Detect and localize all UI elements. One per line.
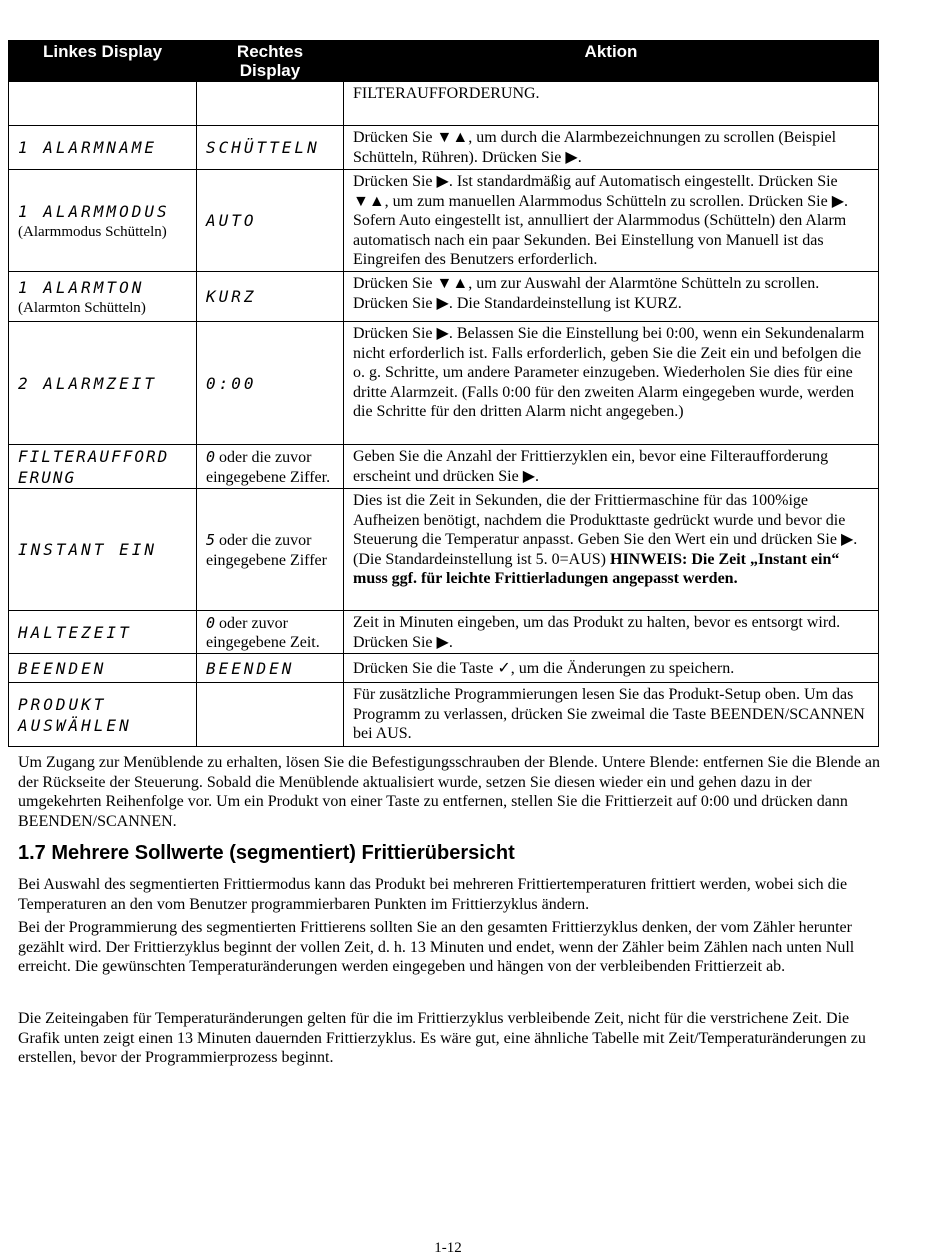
left-display-subtext: (Alarmmodus Schütteln) xyxy=(18,223,167,240)
lcd-auto: AUTO xyxy=(206,211,257,231)
lcd-alarmmodus: 1 ALARMMODUS xyxy=(18,202,170,222)
left-display-cell xyxy=(9,489,197,611)
lcd-alarmzeit: 2 ALARMZEIT xyxy=(18,373,157,393)
right-display-cell xyxy=(197,170,344,272)
action-note-bold: HINWEIS: Die Zeit „Instant ein“ muss ggf. für leichte Frittierladungen angepasst werden. xyxy=(353,550,840,587)
right-display-cell xyxy=(197,654,344,683)
lcd-filteraufforderung: FILTERAUFFORD ERUNG xyxy=(18,447,170,487)
right-display-cell xyxy=(197,126,344,170)
table-row xyxy=(9,82,879,126)
lcd-produkt-auswaehlen: PRODUKT AUSWÄHLEN xyxy=(18,695,132,735)
table-row xyxy=(9,322,879,445)
left-display-cell xyxy=(9,654,197,683)
action-cell: Drücken Sie ▼▲, um durch die Alarmbezeichnungen zu scrollen (Beispiel Schütteln, Rühren). Drücken Sie ▶. xyxy=(344,126,879,170)
page-number: 1-12 xyxy=(434,1240,462,1256)
action-cell: Zeit in Minuten eingeben, um das Produkt zu halten, bevor es entsorgt wird. Drücken Sie ▶. xyxy=(344,611,879,654)
table-row xyxy=(9,445,879,489)
table-row xyxy=(9,126,879,170)
programming-table xyxy=(8,40,879,747)
table-row xyxy=(9,272,879,322)
right-display-cell xyxy=(197,611,344,654)
action-cell: FILTERAUFFORDERUNG. xyxy=(344,82,879,126)
left-display-cell xyxy=(9,170,197,272)
left-display-cell xyxy=(9,445,197,489)
lcd-digit: 0 xyxy=(206,613,216,632)
lcd-alarmton: 1 ALARMTON xyxy=(18,278,145,298)
action-text: Dies ist die Zeit in Sekunden, die der Frittiermaschine für das 100%ige Aufheizen benötigt, nachdem die Produkttaste gedrückt wurde und bevor die Steuerung die Temperatur anpasst. Geben Sie den Wert ein und drücken Sie ▶. (Die Standardeinstellung ist 5. 0=AUS) xyxy=(353,492,858,568)
lcd-alarmname: 1 ALARMNAME xyxy=(18,138,157,158)
lcd-digit: 0 xyxy=(206,448,216,466)
action-cell xyxy=(344,489,879,611)
left-display-cell xyxy=(9,126,197,170)
left-display-cell xyxy=(9,272,197,322)
left-display-cell xyxy=(9,683,197,747)
left-display-subtext: (Alarmton Schütteln) xyxy=(18,299,146,316)
table-row xyxy=(9,654,879,683)
right-display-text: oder die zuvor eingegebene Ziffer. xyxy=(206,449,331,486)
lcd-digit: 5 xyxy=(206,531,216,549)
header-right-display xyxy=(197,40,344,82)
left-display-cell xyxy=(9,611,197,654)
right-display-cell xyxy=(197,445,344,489)
header-right-line1: Rechtes xyxy=(236,42,304,61)
lcd-schuetteln: SCHÜTTELN xyxy=(206,138,320,158)
right-display-text: oder die zuvor eingegebene Ziffer xyxy=(206,532,327,569)
section-paragraph: Die Zeiteingaben für Temperaturänderungen gelten für die im Frittierzyklus verbleibende Zeit, nicht für die verstrichene Zeit. Die Grafik unten zeigt einen 13 Minuten dauernden Frittierzyklus. Es wäre gut, eine ähnliche Tabelle mit Zeit/Temperaturänderungen zu erstellen, bevor der Programmierprozess beginnt. xyxy=(18,1010,866,1066)
action-cell: Für zusätzliche Programmierungen lesen Sie das Produkt-Setup oben. Um das Programm zu verlassen, drücken Sie zweimal die Taste BEENDEN/SCANNEN bei AUS. xyxy=(344,683,879,747)
action-cell: Drücken Sie ▶. Belassen Sie die Einstellung bei 0:00, wenn ein Sekundenalarm nicht erforderlich ist. Falls erforderlich, geben Sie die Zeit ein und befolgen die o. g. Schritte, um andere Parameter einzugeben. Wiederholen Sie dies für eine dritte Alarmzeit. (Falls 0:00 für den zweiten Alarm eingegeben wurde, werden die Schritte für den dritten Alarm nicht angegeben.) xyxy=(344,322,879,445)
lcd-kurz: KURZ xyxy=(206,287,257,307)
action-cell: Drücken Sie ▼▲, um zur Auswahl der Alarmtöne Schütteln zu scrollen. Drücken Sie ▶. Die Standardeinstellung ist KURZ. xyxy=(344,272,879,322)
action-cell: Geben Sie die Anzahl der Frittierzyklen ein, bevor eine Filteraufforderung erscheint und drücken Sie ▶. xyxy=(344,445,879,489)
table-row xyxy=(9,170,879,272)
header-right-line2: Display xyxy=(239,61,301,80)
right-display-cell xyxy=(197,322,344,445)
menu-panel-note: Um Zugang zur Menüblende zu erhalten, lösen Sie die Befestigungsschrauben der Blende. Untere Blende: entfernen Sie die Blende an der Rückseite der Steuerung. Sobald die Menüblende aktualisiert wurde, setzen Sie diesen wieder ein und gehen dazu in der umgekehrten Reihenfolge vor. Um ein Produkt von einer Taste zu entfernen, stellen Sie die Frittierzeit auf 0:00 und drücken dann BEENDEN/SCANNEN. xyxy=(18,754,880,830)
section-paragraph: Bei der Programmierung des segmentierten Frittierens sollten Sie an den gesamten Frittierzyklus denken, der vom Zähler herunter gezählt wird. Der Frittierzyklus beginnt der vollen Zeit, d. h. 13 Minuten und endet, wenn der Zähler beim Zählen nach unten Null erreicht. Die gewünschten Temperaturänderungen werden eingegeben und hängen von der verbleibenden Frittierzeit ab. xyxy=(18,919,855,975)
left-display-cell xyxy=(9,82,197,126)
section-paragraph: Bei Auswahl des segmentierten Frittiermodus kann das Produkt bei mehreren Frittiertemperaturen frittiert werden, wobei sich die Temperaturen an den vom Benutzer programmierbaren Punkten im Frittierzyklus ändern. xyxy=(18,876,848,913)
lcd-instant-ein: INSTANT EIN xyxy=(18,540,157,560)
action-cell: Drücken Sie die Taste ✓, um die Änderungen zu speichern. xyxy=(344,654,879,683)
header-action: Aktion xyxy=(344,40,879,82)
section-heading: 1.7 Mehrere Sollwerte (segmentiert) Frittierübersicht xyxy=(18,842,515,864)
lcd-time-zero: 0:00 xyxy=(206,373,257,393)
table-row xyxy=(9,611,879,654)
table-row xyxy=(9,683,879,747)
right-display-cell xyxy=(197,82,344,126)
right-display-cell xyxy=(197,272,344,322)
right-display-cell xyxy=(197,489,344,611)
lcd-haltezeit: HALTEZEIT xyxy=(18,622,132,642)
left-display-cell xyxy=(9,322,197,445)
right-display-cell xyxy=(197,683,344,747)
action-cell: Drücken Sie ▶. Ist standardmäßig auf Automatisch eingestellt. Drücken Sie ▼▲, um zum manuellen Alarmmodus Schütteln zu scrollen. Drücken Sie ▶. Sofern Auto eingestellt ist, annulliert der Alarmmodus (Schütteln) den Alarm automatisch nach ein paar Sekunden. Bei Einstellung von Manuell ist das Eingreifen des Benutzers erforderlich. xyxy=(344,170,879,272)
header-left-display: Linkes Display xyxy=(9,40,197,82)
table-header-row xyxy=(9,40,879,82)
table-row xyxy=(9,489,879,611)
lcd-beenden: BEENDEN xyxy=(18,658,107,678)
lcd-beenden-right: BEENDEN xyxy=(206,658,295,678)
right-display-text: oder zuvor eingegebene Zeit. xyxy=(206,614,320,651)
